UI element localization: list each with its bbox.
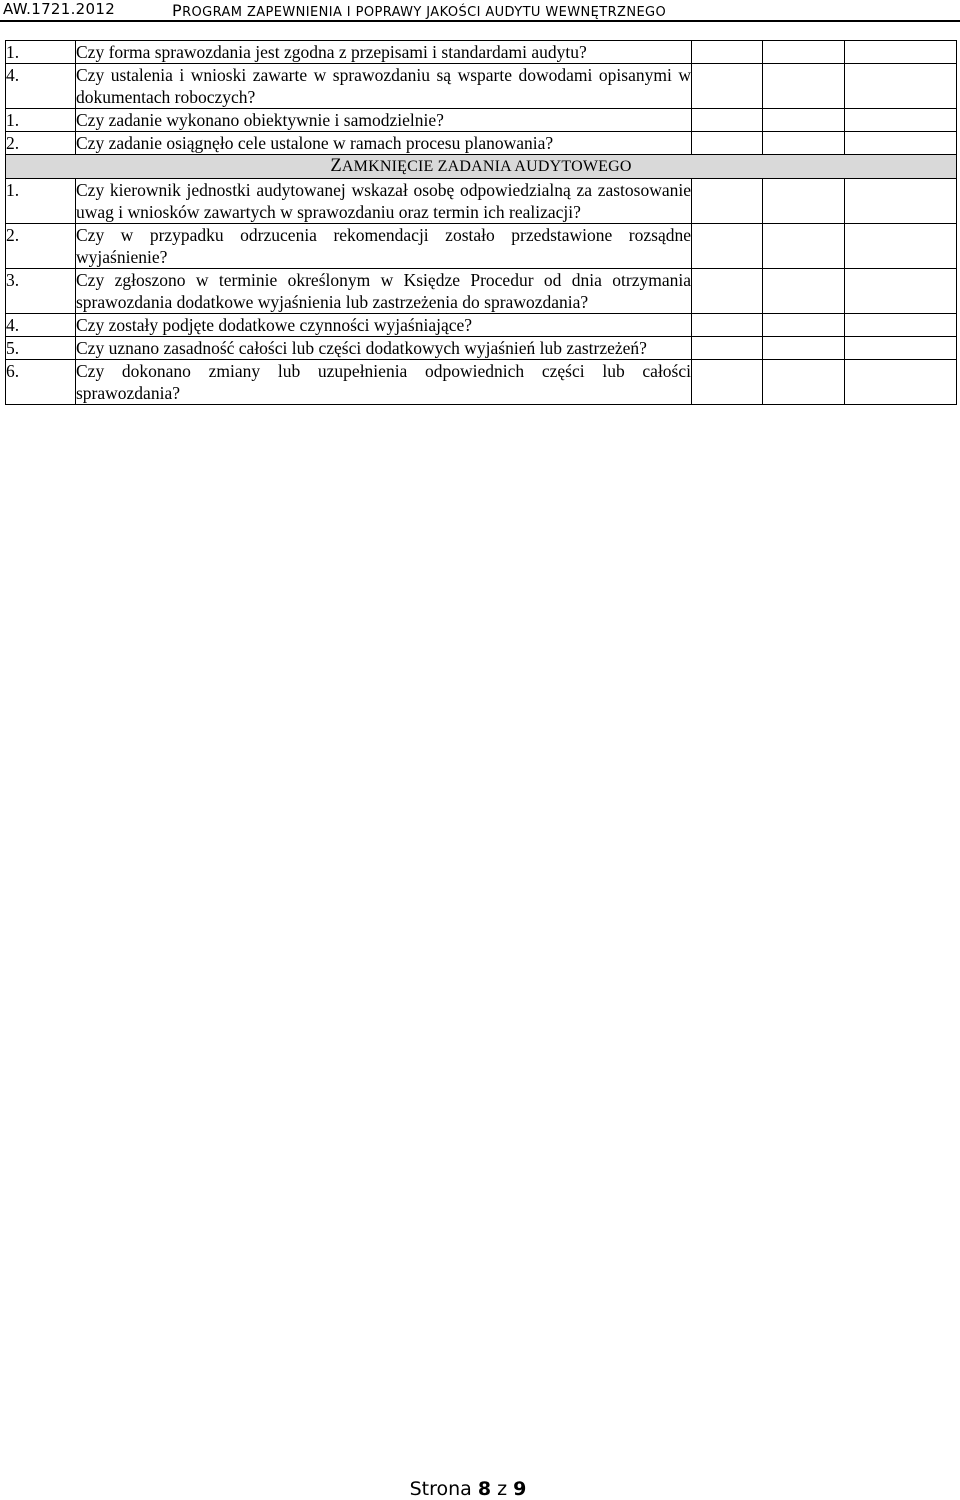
answer-cell[interactable] [763,314,845,337]
answer-cell[interactable] [692,269,763,314]
question-text: Czy uznano zasadność całości lub części dodatkowych wyjaśnień lub zastrzeżeń? [76,337,692,360]
page-footer [0,1478,936,1500]
question-text: Czy kierownik jednostki audytowanej wskazał osobę odpowiedzialną za zastosowanie uwag i wniosków zawartych w sprawozdaniu oraz termin ich realizacji? [76,180,691,222]
answer-cell[interactable] [763,179,845,224]
question-number: 1. [6,41,76,64]
table-row [6,269,957,314]
answer-cell[interactable] [692,132,763,155]
answer-cell[interactable] [763,269,845,314]
question-text: Czy zadanie osiągnęło cele ustalone w ramach procesu planowania? [76,132,692,155]
program-title [172,1,666,20]
question-number: 1. [6,109,76,132]
question-text: Czy w przypadku odrzucenia rekomendacji zostało przedstawione rozsądne wyjaśnienie? [76,225,691,267]
table-row [6,41,957,64]
section-title [6,155,957,179]
program-title-initial: P [172,1,183,20]
page-separator: z [497,1478,508,1500]
answer-cell[interactable] [692,179,763,224]
question-number: 3. [6,269,76,314]
section-title-rest: AMKNIĘCIE ZADANIA AUDYTOWEGO [341,158,632,175]
question-text: Czy zostały podjęte dodatkowe czynności wyjaśniające? [76,314,692,337]
question-number: 4. [6,314,76,337]
audit-checklist-table [5,40,957,405]
section-header-row [6,155,957,179]
answer-cell[interactable] [845,360,957,405]
question-text: Czy dokonano zmiany lub uzupełnienia odpowiednich części lub całości sprawozdania? [76,361,691,403]
table-row [6,132,957,155]
answer-cell[interactable] [845,179,957,224]
program-title-rest: ROGRAM ZAPEWNIENIA I POPRAWY JAKOŚCI AUDYTU WEWNĘTRZNEGO [182,5,667,20]
answer-cell[interactable] [692,41,763,64]
question-number: 5. [6,337,76,360]
answer-cell[interactable] [692,224,763,269]
question-number: 1. [6,179,76,224]
question-text: Czy ustalenia i wnioski zawarte w sprawozdaniu są wsparte dowodami opisanymi w dokumentach roboczych? [76,65,691,107]
answer-cell[interactable] [845,64,957,109]
document-code: AW.1721.2012 [3,0,116,18]
answer-cell[interactable] [763,337,845,360]
page-total: 9 [513,1478,527,1500]
table-row [6,109,957,132]
answer-cell[interactable] [692,109,763,132]
question-number: 2. [6,132,76,155]
section-title-initial: Z [330,156,342,176]
answer-cell[interactable] [692,360,763,405]
answer-cell[interactable] [763,132,845,155]
question-text: Czy zadanie wykonano obiektywnie i samodzielnie? [76,109,692,132]
answer-cell[interactable] [845,337,957,360]
answer-cell[interactable] [763,64,845,109]
answer-cell[interactable] [763,109,845,132]
question-number: 4. [6,64,76,109]
page-number: 8 [477,1478,492,1500]
question-text: Czy zgłoszono w terminie określonym w Księdze Procedur od dnia otrzymania sprawozdania dodatkowe wyjaśnienia lub zastrzeżenia do sprawozdania? [76,270,691,312]
answer-cell[interactable] [763,360,845,405]
answer-cell[interactable] [845,269,957,314]
table-row [6,337,957,360]
answer-cell[interactable] [845,41,957,64]
answer-cell[interactable] [845,132,957,155]
table-row [6,224,957,269]
table-row [6,179,957,224]
question-number: 6. [6,360,76,405]
page-header [0,0,960,22]
question-number: 2. [6,224,76,269]
answer-cell[interactable] [763,41,845,64]
answer-cell[interactable] [692,314,763,337]
answer-cell[interactable] [845,109,957,132]
answer-cell[interactable] [763,224,845,269]
answer-cell[interactable] [692,64,763,109]
table-row [6,360,957,405]
table-row [6,64,957,109]
page-label: Strona [409,1478,472,1500]
answer-cell[interactable] [692,337,763,360]
question-text: Czy forma sprawozdania jest zgodna z przepisami i standardami audytu? [76,41,692,64]
table-row [6,314,957,337]
answer-cell[interactable] [845,314,957,337]
answer-cell[interactable] [845,224,957,269]
